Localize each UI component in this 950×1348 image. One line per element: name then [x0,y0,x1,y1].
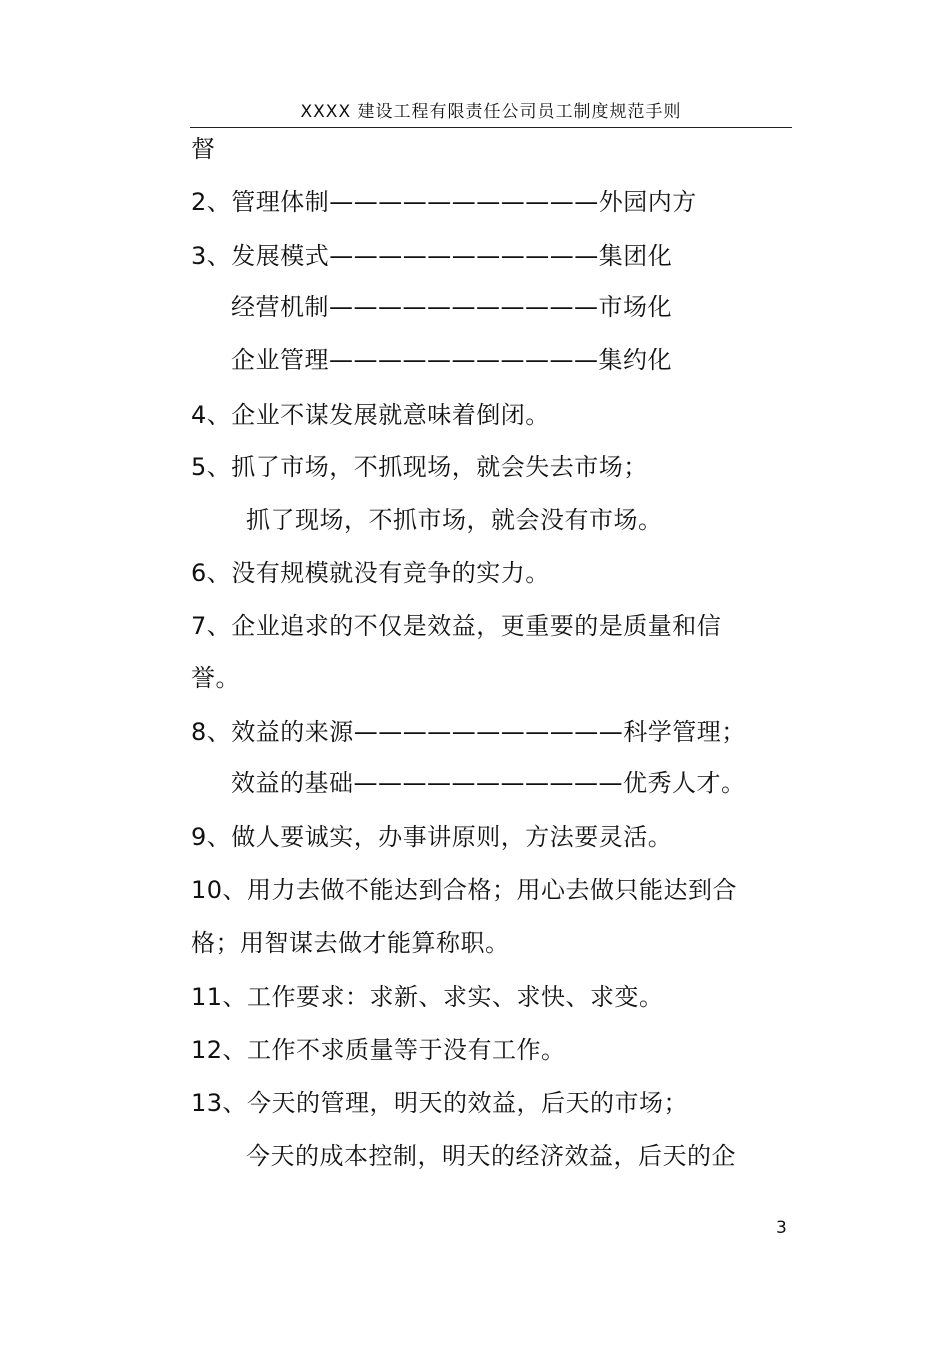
page-number: 3 [776,1218,787,1238]
text-line: 9、做人要诚实，办事讲原则，方法要灵活。 [191,823,673,851]
running-header: XXXX 建设工程有限责任公司员工制度规范手则 [300,102,682,122]
text-line: 企业管理———————————集约化 [231,346,672,374]
text-line: 8、效益的来源———————————科学管理； [191,718,746,746]
text-line: 抓了现场，不抓市场，就会没有市场。 [246,506,663,534]
text-line: 2、管理体制———————————外园内方 [191,188,697,216]
text-line: 13、今天的管理，明天的效益，后天的市场； [191,1089,689,1117]
text-line: 效益的基础———————————优秀人才。 [231,769,746,797]
text-line: 10、用力去做不能达到合格；用心去做只能达到合 [191,876,738,904]
text-line: 6、没有规模就没有竞争的实力。 [191,559,550,587]
text-line: 誉。 [191,664,240,692]
text-line: 格；用智谋去做才能算称职。 [191,929,510,957]
text-line: 督 [191,135,216,163]
text-line: 5、抓了市场，不抓现场，就会失去市场； [191,453,648,481]
header-rule [190,127,792,128]
text-line: 11、工作要求：求新、求实、求快、求变。 [191,983,664,1011]
text-line: 7、企业追求的不仅是效益，更重要的是质量和信 [191,612,722,640]
text-line: 3、发展模式———————————集团化 [191,242,673,270]
text-line: 4、企业不谋发展就意味着倒闭。 [191,401,550,429]
text-line: 经营机制———————————市场化 [231,293,672,321]
text-line: 今天的成本控制，明天的经济效益，后天的企 [246,1142,736,1170]
text-line: 12、工作不求质量等于没有工作。 [191,1036,566,1064]
